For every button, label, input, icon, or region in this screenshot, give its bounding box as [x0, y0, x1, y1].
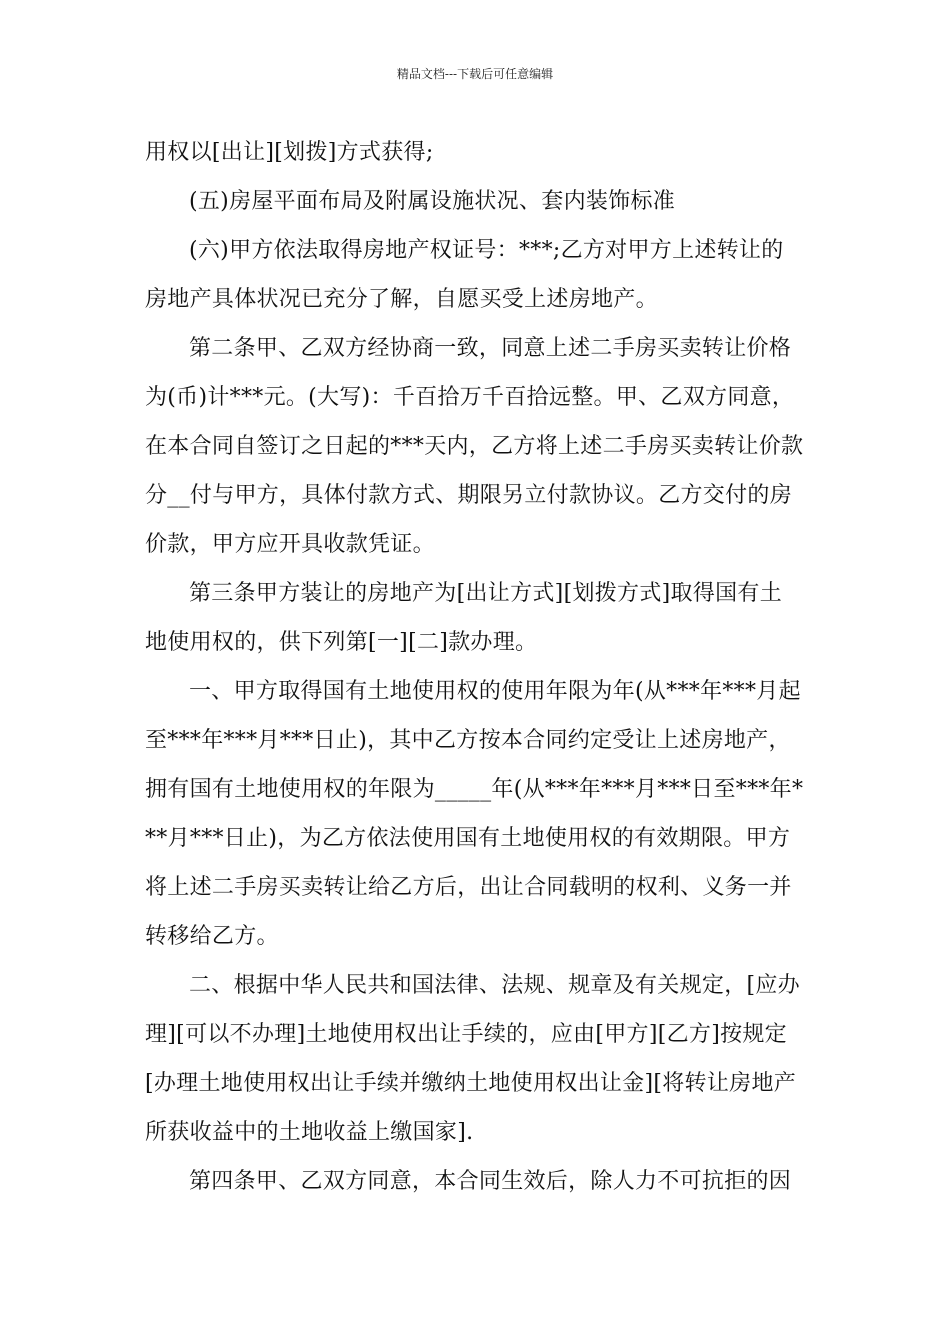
- text-line: 理][可以不办理]土地使用权出让手续的，应由[甲方][乙方]按规定: [145, 1022, 787, 1047]
- text-line: 第四条甲、乙双方同意，本合同生效后，除人力不可抗拒的因: [189, 1169, 792, 1194]
- text-line: 为(币)计***元。(大写)：千百拾万千百拾远整。甲、乙双方同意，: [145, 385, 795, 410]
- text-line: 房地产具体状况已充分了解，自愿买受上述房地产。: [145, 287, 658, 312]
- page-header: 精品文档---下载后可任意编辑: [396, 67, 554, 81]
- text-line: **月***日止)，为乙方依法使用国有土地使用权的有效期限。甲方: [145, 826, 791, 851]
- text-line: 第二条甲、乙双方经协商一致，同意上述二手房买卖转让价格: [189, 336, 792, 361]
- text-line: 分__付与甲方，具体付款方式、期限另立付款协议。乙方交付的房: [145, 483, 793, 508]
- text-line: [办理土地使用权出让手续并缴纳土地使用权出让金][将转让房地产: [145, 1071, 797, 1096]
- text-line: 转移给乙方。: [145, 924, 279, 949]
- text-line: 所获收益中的土地收益上缴国家].: [145, 1120, 474, 1145]
- text-line: 地使用权的，供下列第[一][二]款办理。: [145, 630, 538, 655]
- text-line: 将上述二手房买卖转让给乙方后，出让合同载明的权利、义务一并: [145, 875, 792, 900]
- text-line: (六)甲方依法取得房地产权证号：***;乙方对甲方上述转让的: [189, 238, 784, 263]
- text-line: 在本合同自签订之日起的***天内，乙方将上述二手房买卖转让价款: [145, 434, 804, 459]
- text-line: 二、根据中华人民共和国法律、法规、规章及有关规定，[应办: [189, 973, 800, 998]
- text-line: 至***年***月***日止)，其中乙方按本合同约定受让上述房地产，: [145, 728, 791, 753]
- text-line: 用权以[出让][划拨]方式获得;: [145, 140, 434, 165]
- text-line: 一、甲方取得国有土地使用权的使用年限为年(从***年***月起: [189, 679, 801, 704]
- document-body: [145, 128, 817, 1206]
- text-line: 第三条甲方装让的房地产为[出让方式][划拨方式]取得国有土: [189, 581, 783, 606]
- text-line: (五)房屋平面布局及附属设施状况、套内装饰标准: [189, 189, 676, 214]
- text-line: 价款，甲方应开具收款凭证。: [145, 532, 435, 557]
- text-line: 拥有国有土地使用权的年限为_____年(从***年***月***日至***年*: [145, 777, 804, 802]
